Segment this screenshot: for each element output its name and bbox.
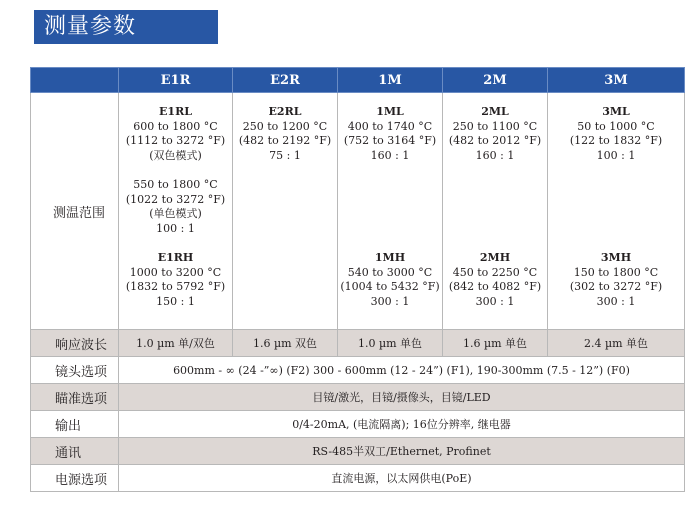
temp-spec-line: (1004 to 5432 °F) xyxy=(340,280,440,294)
temp-spec-line: 600 to 1800 °C xyxy=(133,119,218,133)
row-label-communication: 通讯 xyxy=(31,438,119,465)
temp-spec-line: 250 to 1100 °C xyxy=(452,119,538,133)
temp-spec-line: 300 : 1 xyxy=(596,294,636,308)
temp-spec-line: (1832 to 5792 °F) xyxy=(125,280,226,294)
temp-spec-line: 450 to 2250 °C xyxy=(452,265,538,279)
output-row xyxy=(31,411,685,438)
temp-spec-line: (1022 to 3272 °F) xyxy=(125,192,226,206)
header-row xyxy=(31,68,685,93)
wavelength-value: 1.0 µm 单/双色 xyxy=(119,330,233,357)
temp-spec-line: 1000 to 3200 °C xyxy=(129,265,222,279)
temp-block-top xyxy=(548,105,684,163)
wavelength-value: 1.6 µm 单色 xyxy=(443,330,548,357)
temp-spec-line: 160 : 1 xyxy=(475,148,515,162)
row-label-temp-range: 测温范围 xyxy=(31,93,119,330)
header-e1r: E1R xyxy=(119,68,233,93)
header-3m: 3M xyxy=(548,68,685,93)
temp-block-bot xyxy=(338,251,442,309)
temp-spec-line: (122 to 1832 °F) xyxy=(569,134,663,148)
temp-spec-line: (482 to 2012 °F) xyxy=(448,134,542,148)
page-title: 测量参数 xyxy=(34,10,218,44)
header-2m: 2M xyxy=(443,68,548,93)
temp-block-top xyxy=(338,105,442,163)
header-1m: 1M xyxy=(338,68,443,93)
model-name: 1ML xyxy=(376,105,404,118)
temp-spec-line: (482 to 2192 °F) xyxy=(238,134,332,148)
temp-block-bot xyxy=(119,251,232,309)
temp-cell xyxy=(443,93,548,330)
model-name: E2RL xyxy=(268,105,302,118)
temp-spec-line: (752 to 3164 °F) xyxy=(343,134,437,148)
model-name: 2MH xyxy=(479,251,511,264)
wavelength-value: 2.4 µm 单色 xyxy=(548,330,685,357)
temp-cell xyxy=(338,93,443,330)
temp-block-top xyxy=(233,105,337,163)
temp-spec-line: 150 : 1 xyxy=(156,294,195,308)
model-name: 3MH xyxy=(600,251,632,264)
temp-spec-line: 540 to 3000 °C xyxy=(347,265,433,279)
wavelength-row xyxy=(31,330,685,357)
temp-spec-line: (842 to 4082 °F) xyxy=(448,280,542,294)
temp-spec-line: (双色模式) xyxy=(149,148,202,162)
temp-block-bot xyxy=(548,251,684,309)
row-label-lens-options: 镜头选项 xyxy=(31,357,119,384)
temp-spec-line: (1112 to 3272 °F) xyxy=(125,134,226,148)
row-label-wavelength: 响应波长 xyxy=(31,330,119,357)
power-options-value: 直流电源，以太网供电(PoE) xyxy=(119,465,685,492)
temp-spec-line: 300 : 1 xyxy=(370,294,410,308)
temp-spec-line: 100 : 1 xyxy=(156,221,195,235)
aiming-options-row xyxy=(31,384,685,411)
model-name: 1MH xyxy=(374,251,406,264)
model-name: 3ML xyxy=(602,105,630,118)
temp-spec-line: 300 : 1 xyxy=(475,294,515,308)
temp-spec-line: 150 to 1800 °C xyxy=(573,265,659,279)
output-value: 0/4-20mA, (电流隔离); 16位分辨率, 继电器 xyxy=(119,411,685,438)
temp-block-mid xyxy=(119,178,232,236)
communication-row xyxy=(31,438,685,465)
row-label-output: 输出 xyxy=(31,411,119,438)
temp-spec-line: (302 to 3272 °F) xyxy=(569,280,663,294)
temp-cell xyxy=(233,93,338,330)
aiming-options-value: 目镜/激光，目镜/摄像头，目镜/LED xyxy=(119,384,685,411)
temp-block-top xyxy=(443,105,547,163)
temp-spec-line: 250 to 1200 °C xyxy=(242,119,328,133)
temp-spec-line: 400 to 1740 °C xyxy=(347,119,433,133)
header-blank xyxy=(31,68,119,93)
temp-cell xyxy=(548,93,685,330)
temp-block-top xyxy=(119,105,232,163)
header-e2r: E2R xyxy=(233,68,338,93)
model-name: E1RL xyxy=(159,105,192,118)
temp-spec-line: 75 : 1 xyxy=(269,148,301,162)
temp-spec-line: (单色模式) xyxy=(149,207,202,221)
temp-spec-line: 100 : 1 xyxy=(596,148,636,162)
temp-spec-line: 50 to 1000 °C xyxy=(577,119,655,133)
temp-cell xyxy=(119,93,233,330)
temp-range-row xyxy=(31,93,685,330)
power-options-row xyxy=(31,465,685,492)
row-label-aiming-options: 瞄准选项 xyxy=(31,384,119,411)
row-label-power-options: 电源选项 xyxy=(31,465,119,492)
model-name: E1RH xyxy=(157,251,194,264)
spec-table xyxy=(30,67,685,492)
wavelength-value: 1.0 µm 单色 xyxy=(338,330,443,357)
communication-value: RS-485半双工/Ethernet, Profinet xyxy=(119,438,685,465)
lens-options-row xyxy=(31,357,685,384)
wavelength-value: 1.6 µm 双色 xyxy=(233,330,338,357)
temp-spec-line: 160 : 1 xyxy=(370,148,410,162)
temp-spec-line: 550 to 1800 °C xyxy=(133,178,218,191)
temp-block-bot xyxy=(443,251,547,309)
model-name: 2ML xyxy=(481,105,509,118)
lens-options-value: 600mm - ∞ (24 -”∞) (F2) 300 - 600mm (12 - 24”) (F1), 190-300mm (7.5 - 12”) (F0) xyxy=(119,357,685,384)
